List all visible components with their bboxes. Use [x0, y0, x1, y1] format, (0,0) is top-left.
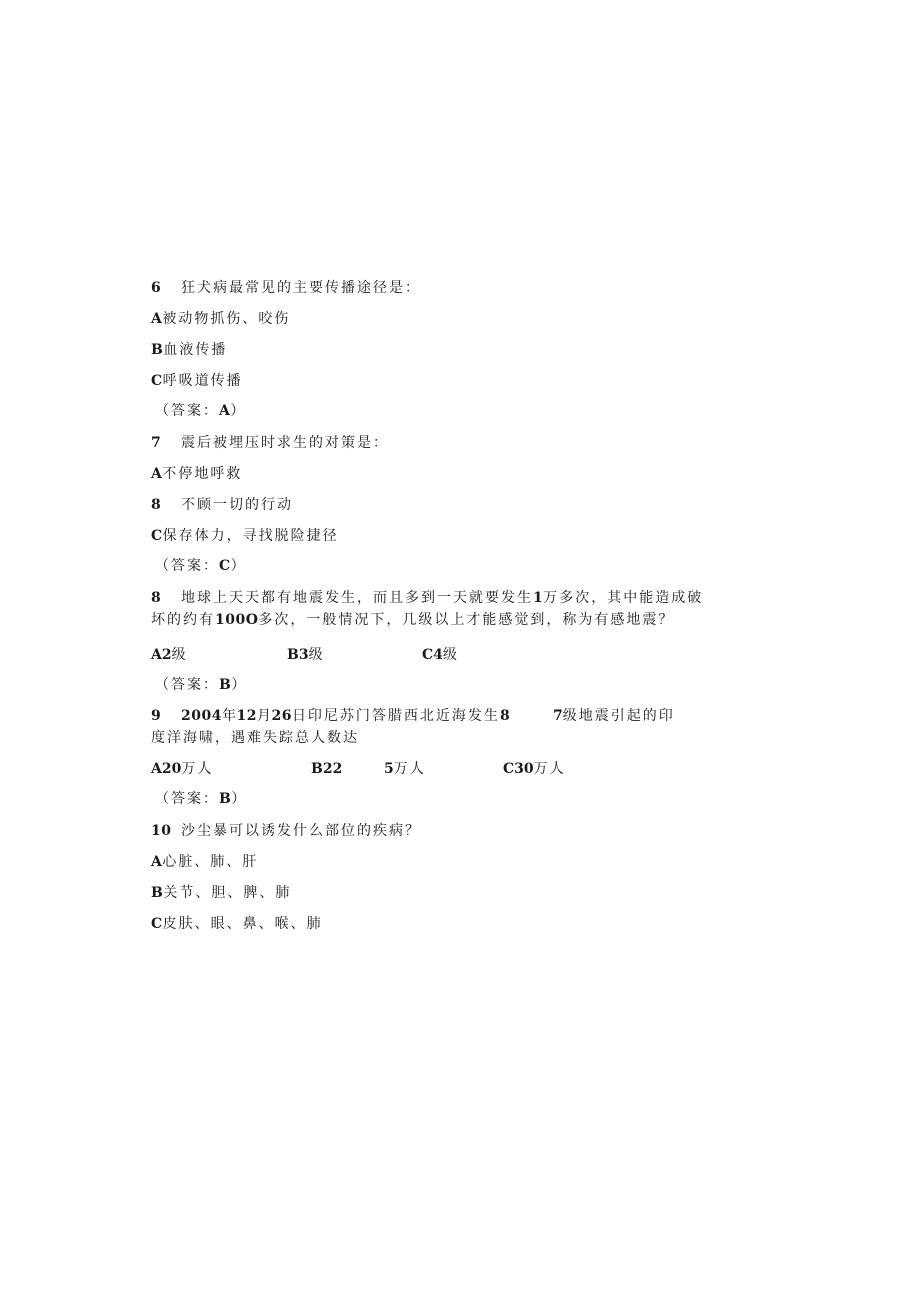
question-7-option-c: [151, 527, 339, 545]
option-text: 被动物抓伤、咬伤: [162, 311, 291, 327]
answer-suffix: ）: [231, 677, 246, 693]
option-letter: C: [151, 373, 163, 389]
question-text: 地球上天天都有地震发生，而且多到一天就要发生: [181, 590, 533, 606]
option-unit: 级: [442, 647, 457, 663]
option-value: B22: [311, 761, 343, 777]
option-value: 5: [384, 761, 394, 777]
option-text: 不停地呼救: [162, 466, 243, 482]
question-9-line-1: [151, 707, 510, 725]
answer-suffix: ）: [231, 791, 246, 807]
option-unit: 万人: [181, 761, 214, 777]
answer-key: B: [219, 677, 232, 693]
question-7-answer: [155, 557, 245, 575]
option-letter: A: [151, 854, 163, 870]
answer-prefix: （答案：: [155, 558, 219, 574]
option-text: 不顾一切的行动: [181, 497, 293, 513]
question-8-answer: [155, 676, 246, 694]
question-10-option-b: [151, 884, 291, 902]
question-number: 8: [151, 590, 162, 606]
year: 2004: [181, 708, 222, 724]
question-text: 万多次，其中能造成破: [543, 590, 704, 606]
answer-suffix: ）: [230, 558, 246, 574]
option-number: 8: [151, 497, 162, 513]
question-text: 度洋海啸，遇难失踪总人数达: [151, 730, 359, 746]
question-7-option-b: [151, 496, 293, 514]
answer-prefix: （答案：: [155, 791, 219, 807]
option-text: 心脏、肺、肝: [162, 854, 259, 870]
question-9-line-2: [151, 729, 359, 747]
question-text: 月: [256, 708, 272, 724]
option-text: 皮肤、眼、鼻、喉、肺: [162, 916, 323, 932]
question-9-answer: [155, 790, 246, 808]
question-9-option-c: [503, 760, 566, 778]
question-text: 坏的约有: [151, 612, 215, 628]
option-value: A2: [151, 647, 172, 663]
question-number: 7: [151, 435, 162, 451]
day: 26: [271, 708, 292, 724]
question-9-line-1-tail: [553, 707, 675, 725]
question-8-option-a: [151, 646, 186, 664]
question-number-inline: 1: [533, 590, 544, 606]
option-letter: A: [151, 311, 163, 327]
option-letter: B: [151, 342, 164, 358]
question-6: [151, 279, 421, 297]
question-8-line-1: [151, 589, 703, 607]
option-letter: C: [151, 916, 163, 932]
option-value: C4: [422, 647, 443, 663]
question-text: 日印尼苏门答腊西北近海发生: [291, 708, 500, 724]
question-6-option-a: [151, 310, 290, 328]
question-8-option-c: [422, 646, 457, 664]
option-value: B3: [287, 647, 309, 663]
option-text: 呼吸道传播: [162, 373, 243, 389]
magnitude-part: 7: [553, 708, 563, 724]
question-10-option-c: [151, 915, 323, 933]
question-7: [151, 434, 389, 452]
question-9-option-b: [311, 760, 342, 778]
month: 12: [236, 708, 257, 724]
option-text: 保存体力，寻找脱险捷径: [162, 528, 339, 544]
question-10: [151, 822, 421, 840]
question-text: 年: [221, 708, 237, 724]
question-6-option-c: [151, 372, 243, 390]
question-7-option-a: [151, 465, 242, 483]
question-number: 9: [151, 708, 162, 724]
answer-key: C: [219, 558, 231, 574]
option-unit: 级: [171, 647, 186, 663]
question-10-option-a: [151, 853, 258, 871]
question-number: 6: [151, 280, 162, 296]
question-8-option-b: [287, 646, 323, 664]
question-text: 震后被埋压时求生的对策是：: [181, 435, 389, 451]
option-unit: 级: [308, 647, 323, 663]
question-text: 沙尘暴可以诱发什么部位的疾病？: [181, 823, 421, 839]
magnitude-part: 8: [499, 708, 511, 724]
answer-key: A: [219, 403, 231, 419]
answer-prefix: （答案：: [155, 677, 219, 693]
option-letter: C: [151, 528, 163, 544]
question-number: 10: [151, 823, 172, 839]
question-6-answer: [155, 402, 245, 420]
question-text: 多次，一般情况下，几级以上才能感觉到，称为有感地震？: [258, 612, 675, 628]
answer-suffix: ）: [230, 403, 245, 419]
question-number-inline: 100O: [215, 612, 259, 628]
option-value: C30: [503, 761, 534, 777]
answer-prefix: （答案：: [155, 403, 219, 419]
option-text: 血液传播: [163, 342, 228, 358]
question-text: 级地震引起的印: [562, 708, 675, 724]
option-unit: 万人: [533, 761, 566, 777]
answer-key: B: [219, 791, 232, 807]
option-unit: 万人: [393, 761, 426, 777]
option-value: A20: [151, 761, 182, 777]
option-letter: B: [151, 885, 164, 901]
question-text: 狂犬病最常见的主要传播途径是：: [181, 280, 421, 296]
question-9-option-b-tail: [384, 760, 426, 778]
question-6-option-b: [151, 341, 227, 359]
option-letter: A: [151, 466, 163, 482]
option-text: 关节、胆、脾、肺: [163, 885, 292, 901]
question-8-line-2: [151, 611, 674, 629]
question-9-option-a: [151, 760, 213, 778]
